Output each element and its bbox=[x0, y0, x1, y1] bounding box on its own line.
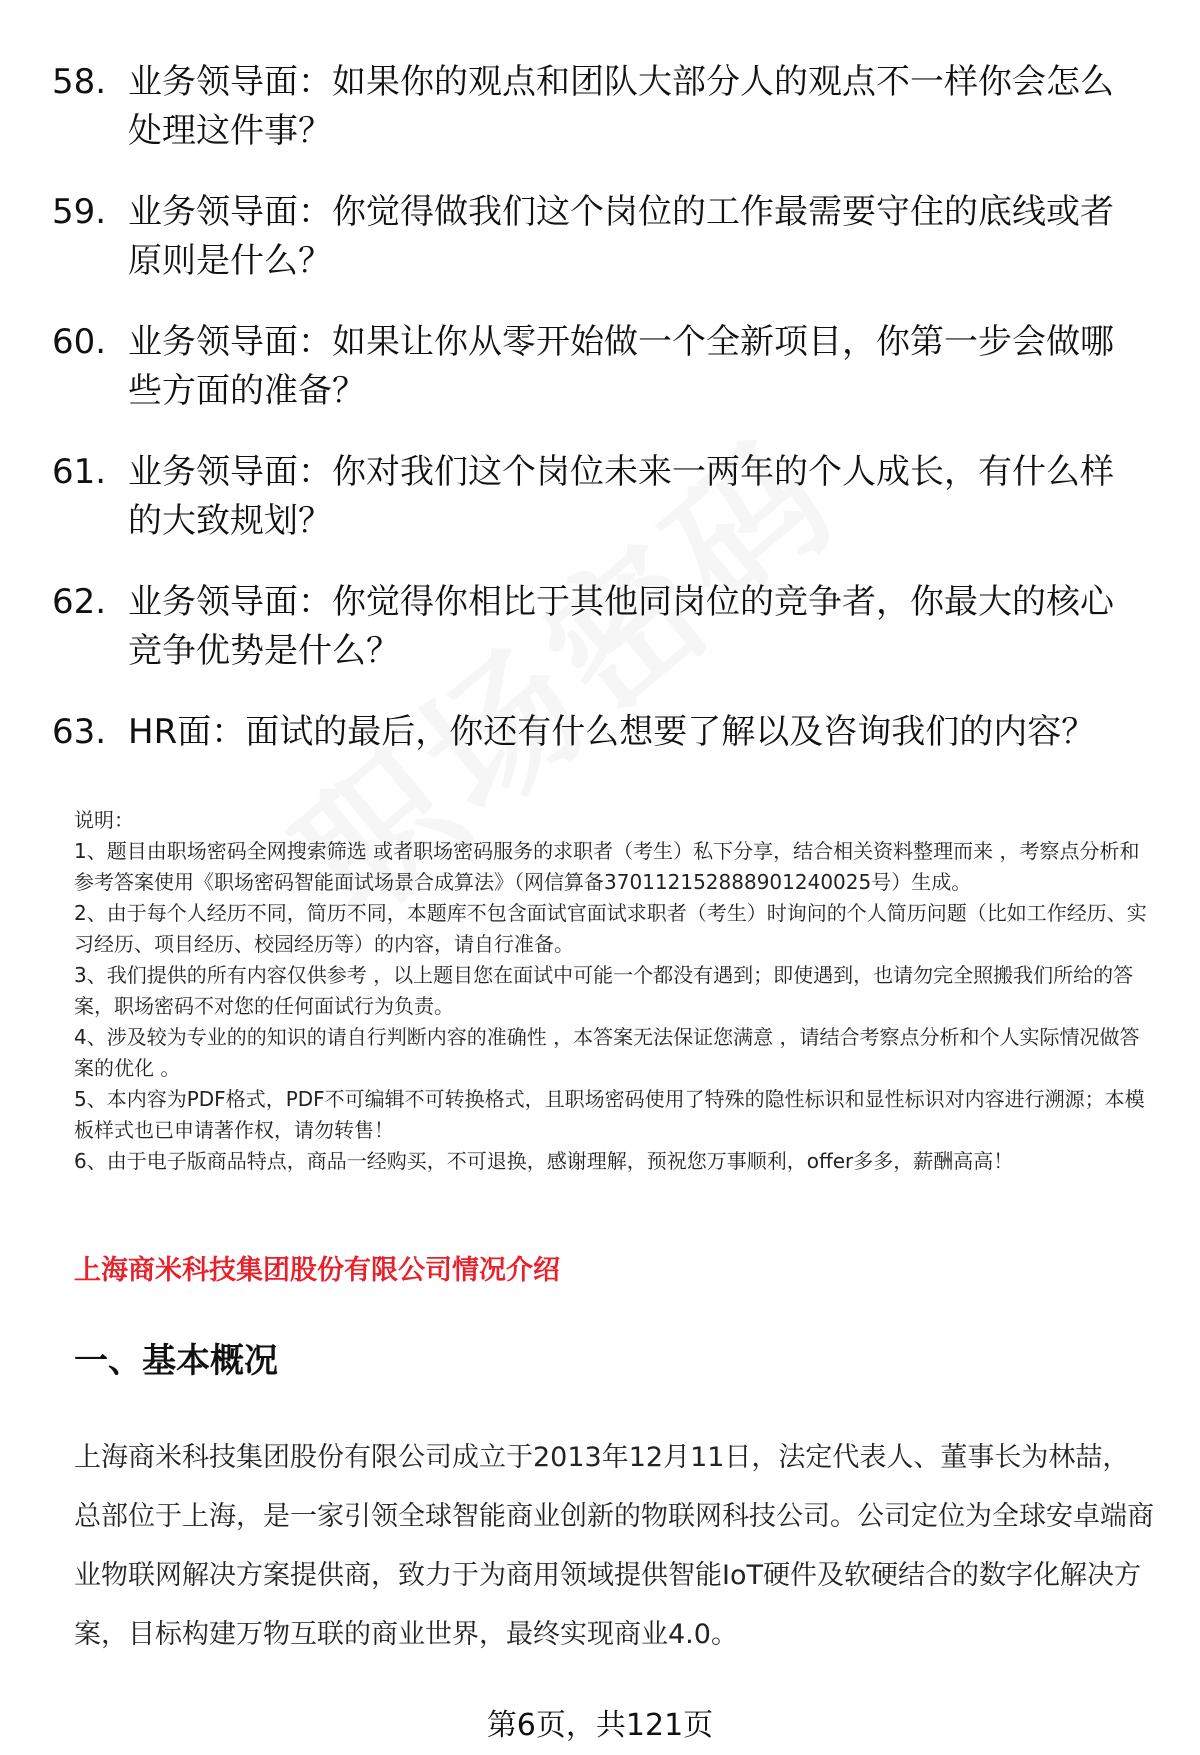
question-text: 业务领导面：你觉得做我们这个岗位的工作最需要守住的底线或者原则是什么？ bbox=[128, 192, 1114, 281]
question-number: 58. bbox=[52, 62, 107, 102]
question-item bbox=[52, 58, 1132, 156]
question-text: 业务领导面：你觉得你相比于其他同岗位的竞争者，你最大的核心竞争优势是什么？ bbox=[128, 582, 1114, 671]
question-text: 业务领导面：你对我们这个岗位未来一两年的个人成长，有什么样的大致规划？ bbox=[128, 452, 1114, 541]
question-number: 61. bbox=[52, 452, 107, 492]
notes-section bbox=[74, 805, 1159, 1177]
question-item bbox=[52, 448, 1132, 546]
question-item bbox=[52, 318, 1132, 416]
company-title: 上海商米科技集团股份有限公司情况介绍 bbox=[74, 1255, 560, 1286]
question-list bbox=[52, 58, 1132, 789]
note-item: 3、我们提供的所有内容仅供参考 ，以上题目您在面试中可能一个都没有遇到；即使遇到，也请勿完全照搬我们所给的答案，职场密码不对您的任何面试行为负责。 bbox=[74, 963, 1134, 1018]
page-footer: 第6页，共121页 bbox=[486, 1708, 714, 1743]
note-item: 6、由于电子版商品特点，商品一经购买，不可退换，感谢理解，预祝您万事顺利，offer多多，薪酬高高！ bbox=[74, 1149, 1014, 1173]
intro-paragraph: 上海商米科技集团股份有限公司成立于2013年12月11日，法定代表人、董事长为林喆，总部位于上海，是一家引领全球智能商业创新的物联网科技公司。公司定位为全球安卓端商业物联网解决方案提供商，致力于为商用领域提供智能IoT硬件及软硬结合的数字化解决方案，目标构建万物互联的商业世界，最终实现商业4.0。 bbox=[74, 1442, 1154, 1650]
question-item bbox=[52, 188, 1132, 286]
note-item: 4、涉及较为专业的的知识的请自行判断内容的准确性 ，本答案无法保证您满意 ，请结合考察点分析和个人实际情况做答案的优化 。 bbox=[74, 1025, 1140, 1080]
note-item: 5、本内容为PDF格式，PDF不可编辑不可转换格式，且职场密码使用了特殊的隐性标识和显性标识对内容进行溯源；本模板样式也已申请著作权，请勿转售！ bbox=[74, 1087, 1145, 1142]
question-text: 业务领导面：如果让你从零开始做一个全新项目，你第一步会做哪些方面的准备？ bbox=[128, 322, 1114, 411]
note-item: 1、题目由职场密码全网搜索筛选 或者职场密码服务的求职者（考生）私下分享，结合相关资料整理而来 ，考察点分析和参考答案使用《职场密码智能面试场景合成算法》（网信算备370112152888901240025号）生成。 bbox=[74, 839, 1140, 894]
question-text: HR面：面试的最后，你还有什么想要了解以及咨询我们的内容？ bbox=[128, 712, 1096, 752]
question-number: 60. bbox=[52, 322, 107, 362]
section-heading: 一、基本概况 bbox=[74, 1341, 278, 1381]
question-number: 59. bbox=[52, 192, 107, 232]
note-item: 2、由于每个人经历不同，简历不同，本题库不包含面试官面试求职者（考生）时询问的个人简历问题（比如工作经历、实习经历、项目经历、校园经历等）的内容，请自行准备。 bbox=[74, 901, 1147, 956]
question-item bbox=[52, 708, 1132, 757]
question-text: 业务领导面：如果你的观点和团队大部分人的观点不一样你会怎么处理这件事？ bbox=[128, 62, 1114, 151]
question-number: 63. bbox=[52, 712, 107, 752]
notes-heading: 说明： bbox=[74, 808, 134, 832]
question-item bbox=[52, 578, 1132, 676]
question-number: 62. bbox=[52, 582, 107, 622]
